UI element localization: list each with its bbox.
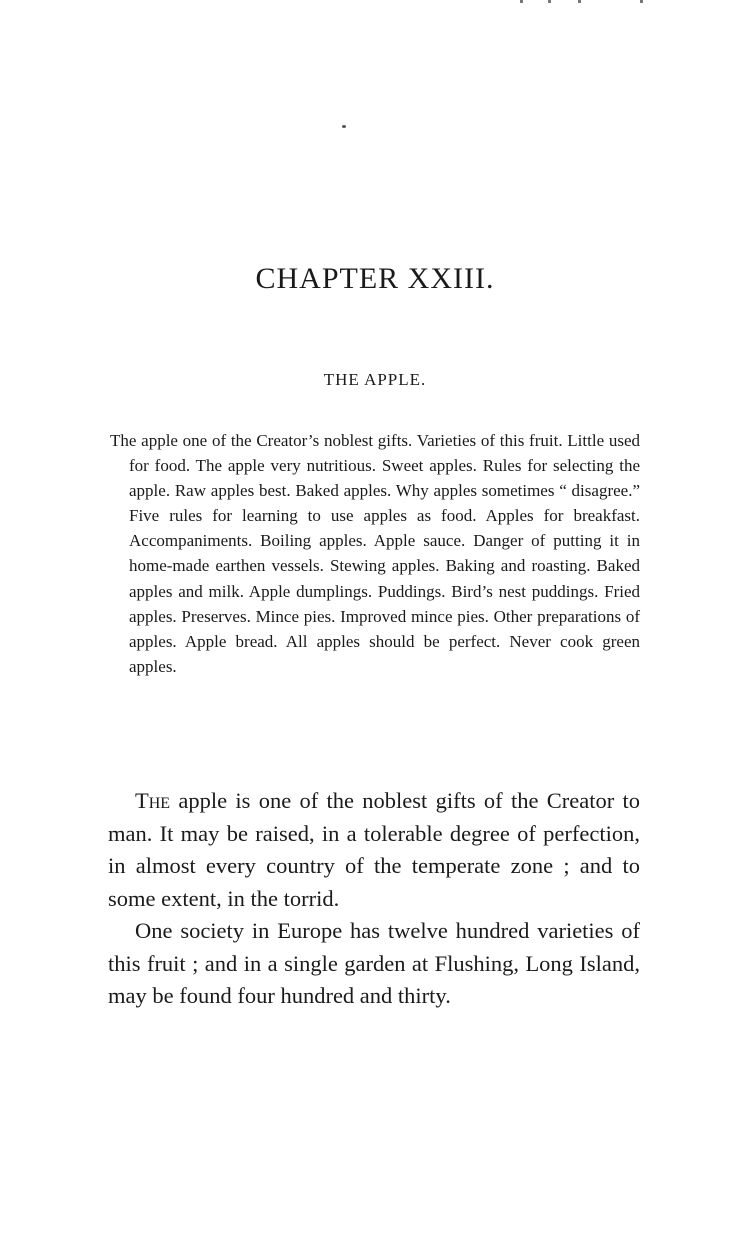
paragraph-text: One society in Europe has twelve hundred varieties of this fruit ; and in a single garden at Flushing, Long Island, may be found four hundred and thirty. bbox=[108, 918, 640, 1008]
paragraph-lead: The bbox=[135, 788, 171, 813]
scan-artifact-marks bbox=[520, 0, 650, 4]
scan-speck bbox=[342, 125, 346, 128]
body-text bbox=[108, 785, 640, 1013]
body-paragraph bbox=[108, 785, 640, 915]
chapter-summary: The apple one of the Creator’s noblest gifts. Varieties of this fruit. Little used for food. The apple very nutritious. Sweet apples. Rules for selecting the apple. Raw apples best. Baked apples. Why apples sometimes “ disagree.” Five rules for learning to use apples as food. Apples for breakfast. Accompaniments. Boiling apples. Apple sauce. Danger of putting it in home-made earthen vessels. Stewing apples. Baking and roasting. Baked apples and milk. Apple dumplings. Puddings. Bird’s nest puddings. Fried apples. Preserves. Mince pies. Improved mince pies. Other preparations of apples. Apple bread. All apples should be perfect. Never cook green apples. bbox=[110, 431, 640, 676]
body-paragraph bbox=[108, 915, 640, 1013]
section-title: THE APPLE. bbox=[323, 370, 427, 389]
chapter-title: CHAPTER XXIII. bbox=[255, 262, 495, 295]
paragraph-text: apple is one of the noblest gifts of the Creator to man. It may be raised, in a tolerable degree of perfection, in almost every country of the temperate zone ; and to some extent, in the torrid. bbox=[108, 788, 640, 911]
